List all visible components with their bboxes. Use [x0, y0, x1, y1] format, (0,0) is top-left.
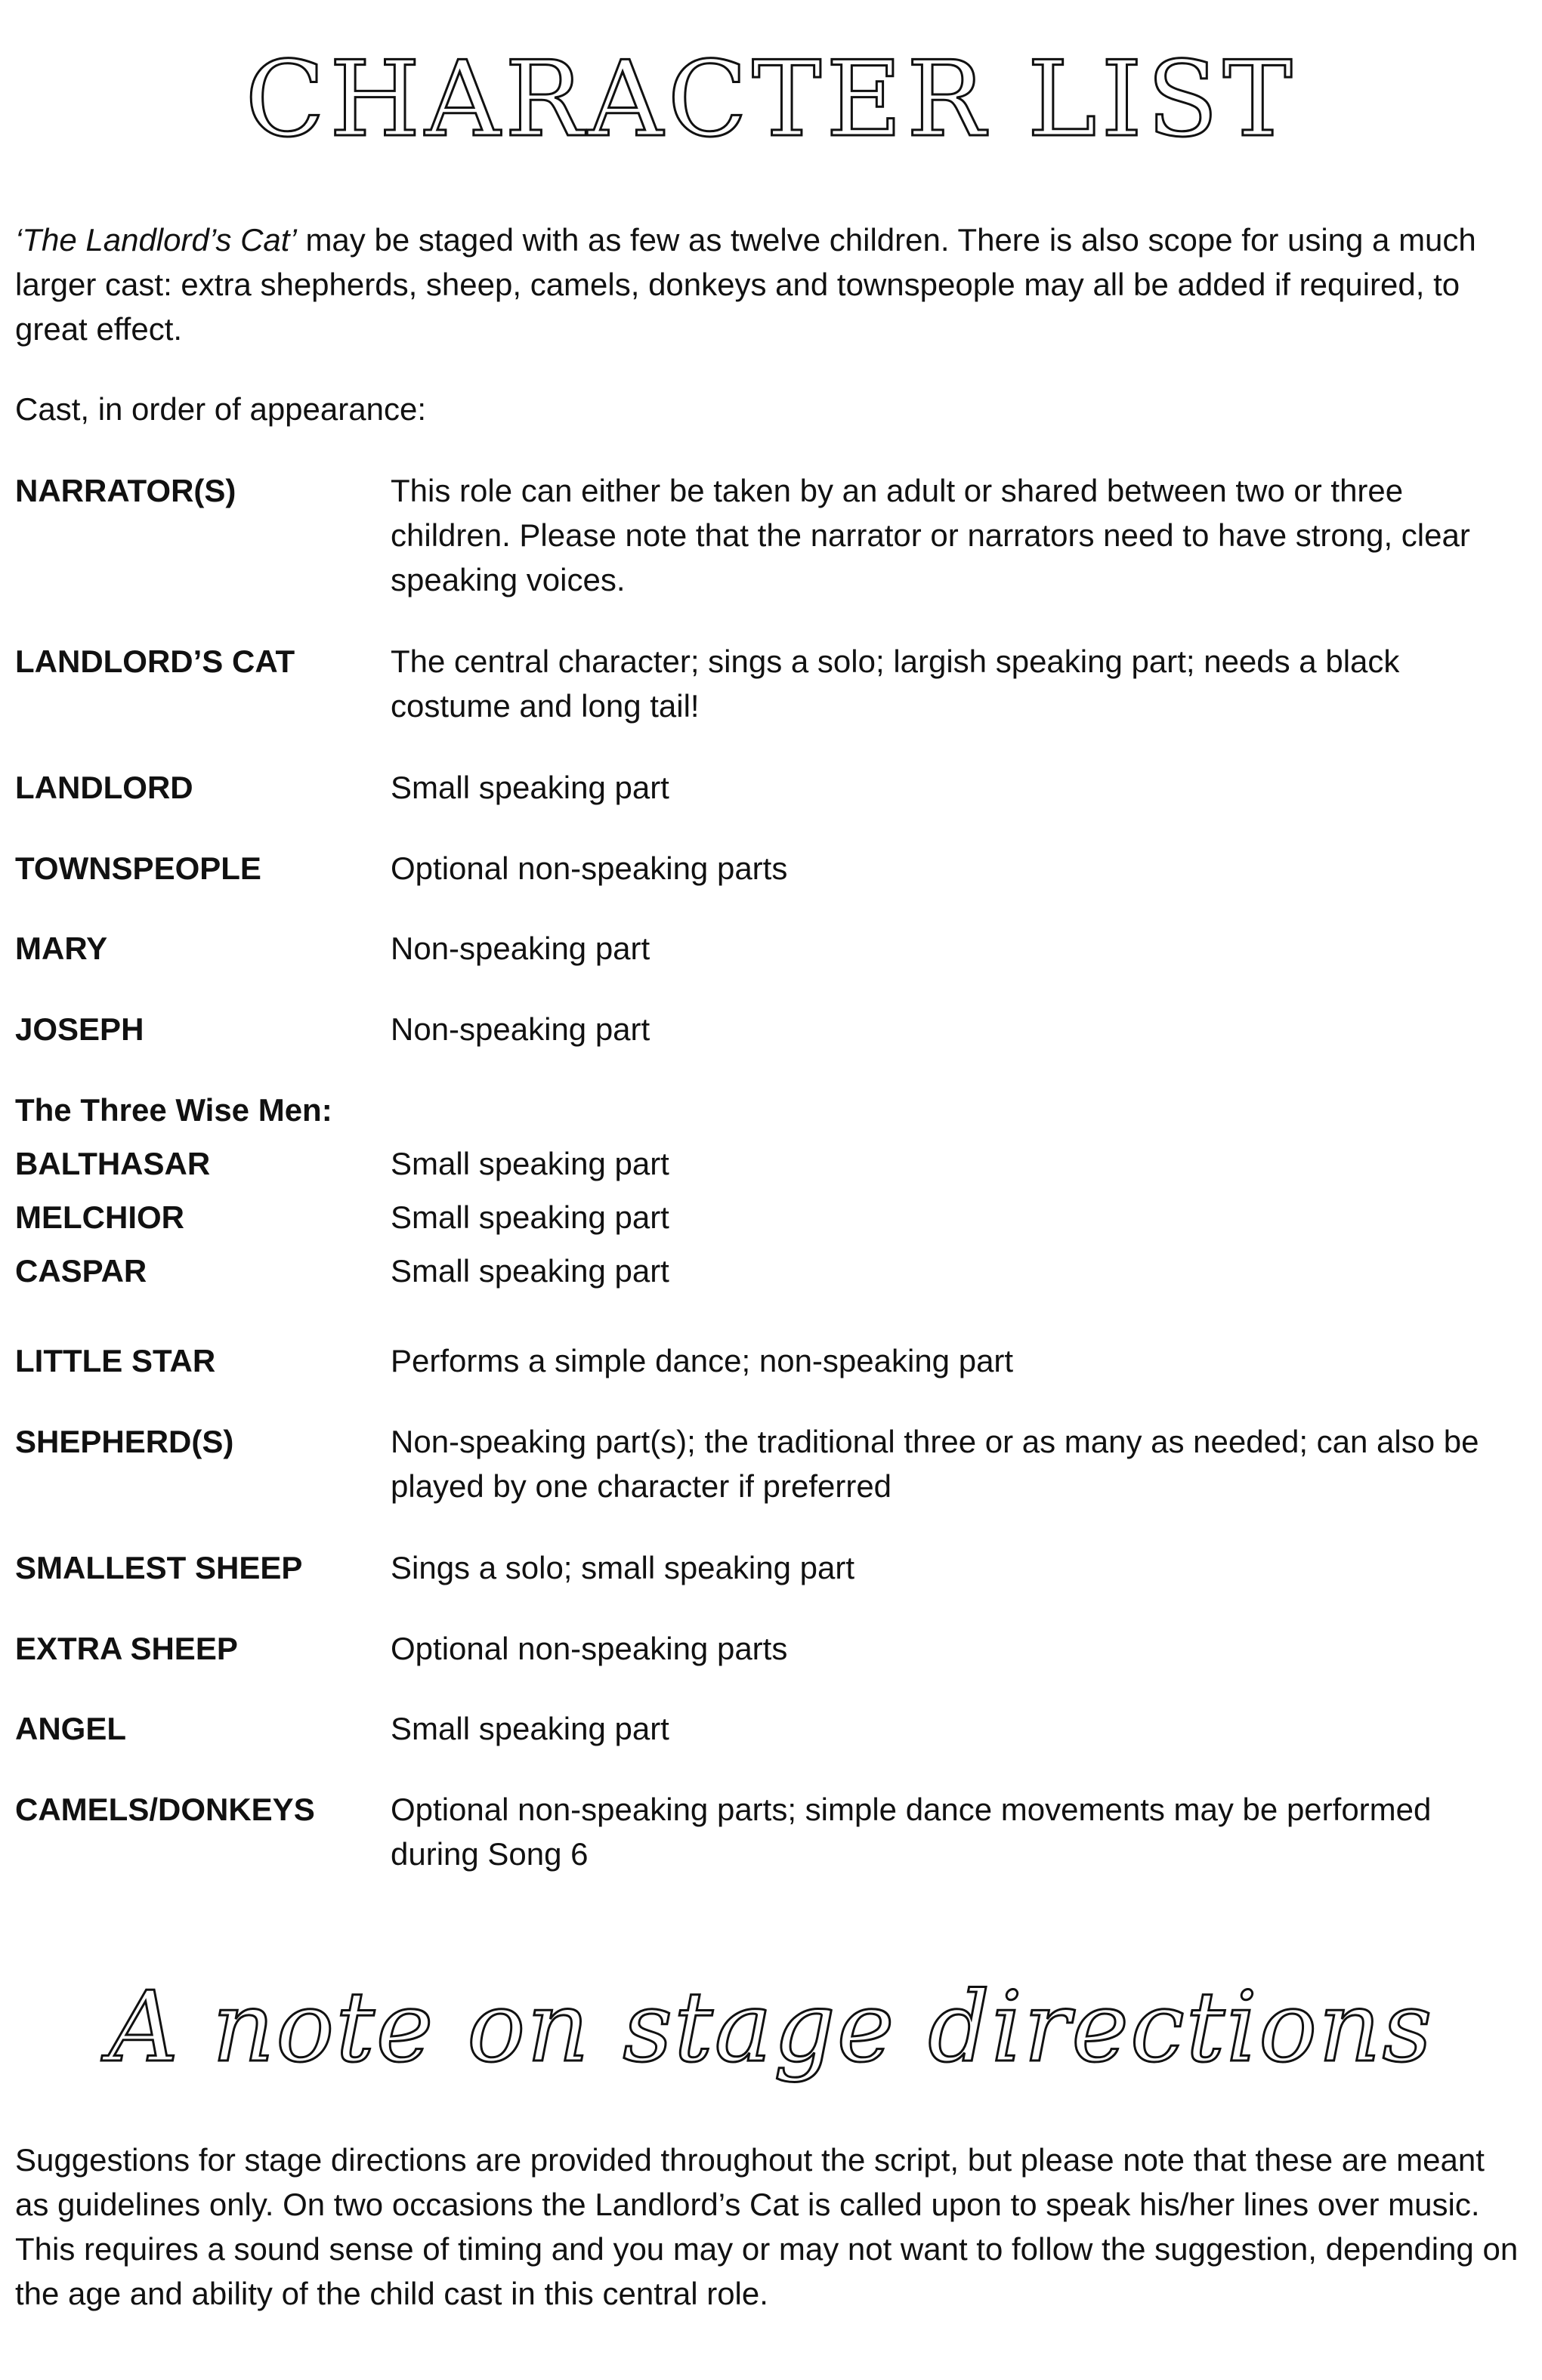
- character-description: This role can either be taken by an adult or shared between two or three children. Please note that the narrator or narrators need to have strong, clear speaking voices.: [391, 473, 1470, 597]
- character-description: Non-speaking part: [391, 1011, 650, 1047]
- character-description: Non-speaking part(s); the traditional three or as many as needed; can also be played by one character if preferred: [391, 1424, 1479, 1504]
- character-description: Small speaking part: [391, 1199, 669, 1235]
- character-description: Sings a solo; small speaking part: [391, 1550, 854, 1585]
- character-description: Small speaking part: [391, 1146, 669, 1181]
- page-title: CHARACTER LIST: [245, 39, 1297, 160]
- character-role: MARY: [15, 931, 108, 966]
- character-role: NARRATOR(S): [15, 473, 236, 508]
- cast-heading: Cast, in order of appearance:: [15, 391, 426, 427]
- character-role: ANGEL: [15, 1711, 126, 1746]
- character-description: Non-speaking part: [391, 931, 650, 966]
- section-title: A note on stage directions: [108, 1971, 1434, 2084]
- intro-text: may be staged with as few as twelve children. There is also scope for using a much larger cast: extra shepherds, sheep, camels, donkeys and townspeople may all be added if required, to great effect.: [15, 222, 1476, 347]
- character-description: Optional non-speaking parts: [391, 850, 788, 886]
- character-role: CAMELS/DONKEYS: [15, 1792, 315, 1827]
- character-description: The central character; sings a solo; largish speaking part; needs a black costume and long tail!: [391, 644, 1400, 724]
- character-role: SMALLEST SHEEP: [15, 1550, 303, 1585]
- character-role: LITTLE STAR: [15, 1343, 216, 1378]
- character-description: Small speaking part: [391, 1253, 669, 1289]
- character-role: LANDLORD’S CAT: [15, 644, 295, 679]
- character-role: EXTRA SHEEP: [15, 1631, 238, 1666]
- character-role: LANDLORD: [15, 770, 193, 805]
- character-role: CASPAR: [15, 1253, 147, 1289]
- play-title: ‘The Landlord’s Cat’: [15, 222, 297, 258]
- character-role: TOWNSPEOPLE: [15, 850, 261, 886]
- character-description: Small speaking part: [391, 1711, 669, 1746]
- character-role: BALTHASAR: [15, 1146, 211, 1181]
- character-description: Optional non-speaking parts; simple dance movements may be performed during Song 6: [391, 1792, 1432, 1872]
- note-paragraph: Suggestions for stage directions are provided throughout the script, but please note that these are meant as guidelines only. On two occasions the Landlord’s Cat is called upon to speak his/her lines over music. This requires a sound sense of timing and you may or may not want to follow the suggestion, depending on the age and ability of the child cast in this central role.: [15, 2142, 1519, 2311]
- character-description: Small speaking part: [391, 770, 669, 805]
- character-role: JOSEPH: [15, 1011, 144, 1047]
- wise-men-heading: The Three Wise Men:: [15, 1092, 332, 1128]
- character-role: MELCHIOR: [15, 1199, 184, 1235]
- character-description: Performs a simple dance; non-speaking part: [391, 1343, 1014, 1378]
- intro-paragraph: [15, 218, 1519, 351]
- character-role: SHEPHERD(S): [15, 1424, 234, 1459]
- character-description: Optional non-speaking parts: [391, 1631, 788, 1666]
